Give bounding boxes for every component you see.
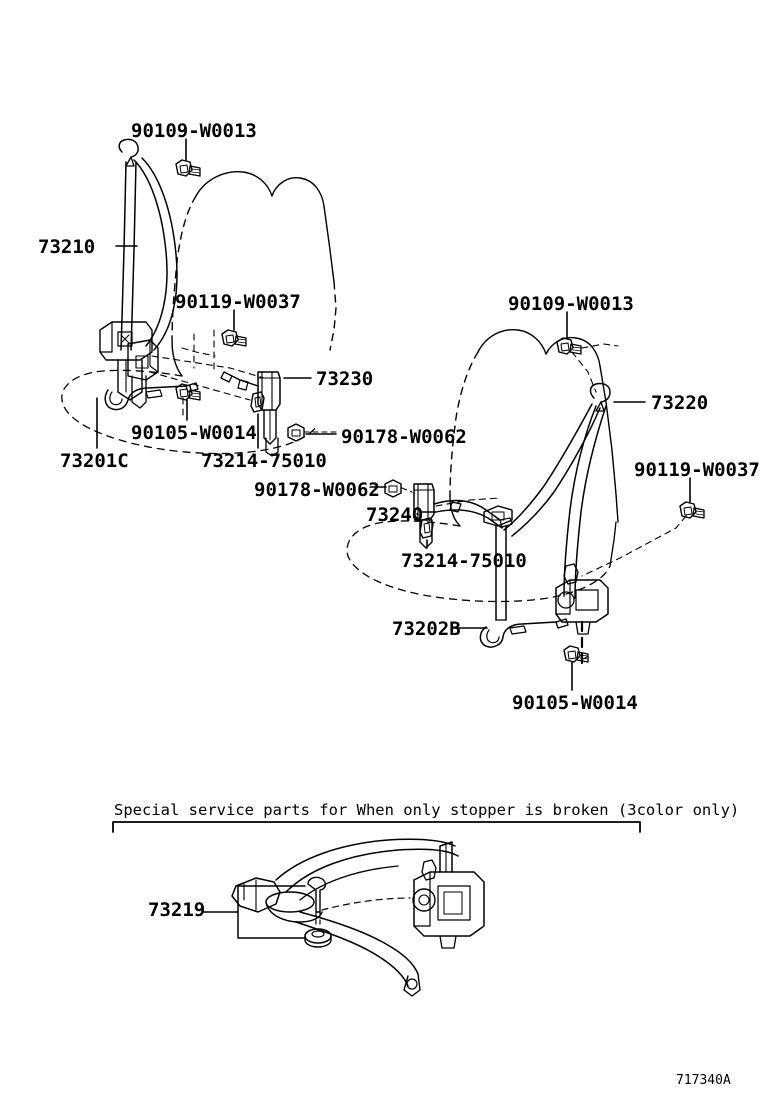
part-label-90178-w0062-lower: 90178-W0062 xyxy=(254,479,380,501)
part-label-73220: 73220 xyxy=(651,392,709,414)
part-label-90109-w0013-left: 90109-W0013 xyxy=(131,120,257,142)
part-label-73210: 73210 xyxy=(38,236,96,258)
diagram-code: 717340A xyxy=(676,1073,731,1088)
part-label-90119-w0037-right: 90119-W0037 xyxy=(634,459,760,481)
part-label-90105-w0014-right: 90105-W0014 xyxy=(512,692,638,714)
part-label-90109-w0013-right: 90109-W0013 xyxy=(508,293,634,315)
part-label-73214-75010-left: 73214-75010 xyxy=(201,450,327,472)
part-label-90119-w0037-left: 90119-W0037 xyxy=(175,291,301,313)
part-label-73230: 73230 xyxy=(316,368,374,390)
part-label-73201c: 73201C xyxy=(60,450,129,472)
part-label-73214-75010-right: 73214-75010 xyxy=(401,550,527,572)
part-label-90105-w0014-left: 90105-W0014 xyxy=(131,422,257,444)
part-label-73202b: 73202B xyxy=(392,618,461,640)
part-label-73240: 73240 xyxy=(366,504,424,526)
part-label-73219: 73219 xyxy=(148,899,206,921)
part-label-90178-w0062-upper: 90178-W0062 xyxy=(341,426,467,448)
special-service-parts-note: Special service parts for When only stopper is broken (3color only) xyxy=(114,801,740,819)
